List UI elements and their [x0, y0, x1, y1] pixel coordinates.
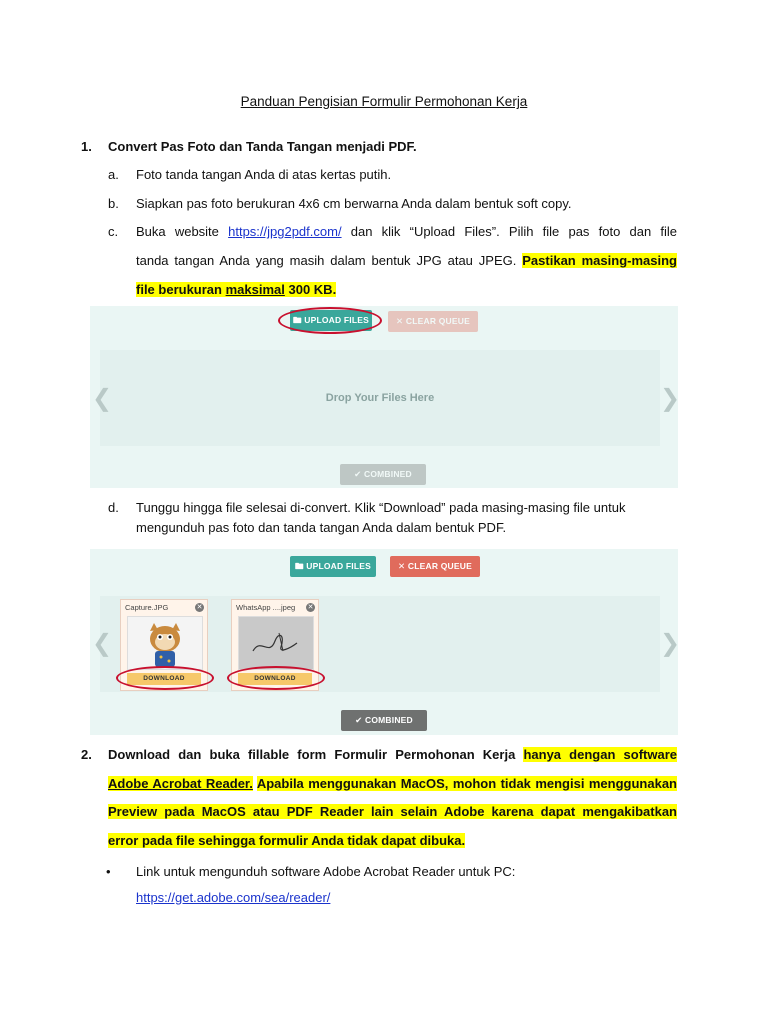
- combined-button[interactable]: [340, 464, 426, 485]
- item-c-label: c.: [108, 224, 119, 239]
- item-c-text-before-link: Buka website: [136, 224, 219, 239]
- upload-files-label: UPLOAD FILES: [304, 315, 369, 325]
- clear-queue-button[interactable]: [388, 311, 478, 332]
- item-c-line-3-part2: 300 KB.: [288, 282, 337, 297]
- file-name: Capture.JPG: [125, 603, 169, 612]
- combined-label: COMBINED: [365, 715, 413, 725]
- jpg2pdf-link[interactable]: https://jpg2pdf.com/: [228, 224, 342, 239]
- section-1-number: 1.: [81, 139, 92, 154]
- clear-queue-label: CLEAR QUEUE: [405, 316, 470, 326]
- section-2-line-4: [108, 833, 465, 848]
- file-name: WhatsApp ....jpeg: [236, 603, 296, 612]
- combined-button[interactable]: [341, 710, 427, 731]
- annotation-oval: [116, 666, 214, 690]
- section-2-line-2-rest: Apabila menggunakan MacOS, mohon tidak mengisi menggunakan: [256, 776, 677, 791]
- folder-icon: 🖿: [294, 561, 307, 571]
- section-2-line-1-plain: Download dan buka fillable form Formulir Permohonan Kerja: [108, 747, 516, 762]
- item-d-label: d.: [108, 500, 119, 515]
- section-2-line-1: [108, 747, 677, 762]
- chevron-right-icon[interactable]: ❯: [660, 630, 681, 657]
- chevron-left-icon[interactable]: ❮: [92, 385, 113, 412]
- chevron-right-icon[interactable]: ❯: [660, 385, 681, 412]
- close-icon: ✕: [396, 316, 406, 326]
- item-c-line-3-maksimal: maksimal: [225, 282, 285, 297]
- item-a-label: a.: [108, 167, 119, 182]
- document-title: Panduan Pengisian Formulir Permohonan Kerja: [240, 94, 528, 109]
- upload-screenshot-2: [90, 549, 681, 735]
- bullet-text: Link untuk mengunduh software Adobe Acrobat Reader untuk PC:: [136, 864, 516, 879]
- download-button[interactable]: DOWNLOAD: [127, 673, 201, 685]
- item-b-label: b.: [108, 196, 119, 211]
- item-c-line-3-part1: file berukuran: [136, 282, 222, 297]
- clear-queue-button[interactable]: [390, 556, 480, 577]
- remove-file-icon[interactable]: ✕: [196, 604, 203, 611]
- item-d-line-1: Tunggu hingga file selesai di-convert. Klik “Download” pada masing-masing file untuk: [136, 500, 626, 515]
- item-c-line-2-highlight: Pastikan masing-masing: [522, 253, 677, 268]
- item-c-line-3: [136, 282, 336, 297]
- annotation-oval: [278, 307, 382, 334]
- upload-files-button[interactable]: [290, 556, 376, 577]
- item-c-line-2-plain: tanda tangan Anda yang masih dalam bentuk JPG atau JPEG.: [136, 253, 517, 268]
- combined-label: COMBINED: [364, 469, 412, 479]
- item-d-line-2: mengunduh pas foto dan tanda tangan Anda dalam bentuk PDF.: [136, 520, 507, 535]
- upload-screenshot-1: [90, 306, 681, 488]
- section-2-line-2: [108, 776, 677, 791]
- folder-icon: 🖿: [292, 315, 305, 325]
- clear-queue-label: CLEAR QUEUE: [407, 561, 472, 571]
- section-2-line-1-highlight: hanya dengan software: [523, 747, 677, 762]
- check-icon: ✔: [355, 715, 365, 725]
- close-icon: ✕: [398, 561, 408, 571]
- check-icon: ✔: [354, 469, 364, 479]
- annotation-oval: [227, 666, 325, 690]
- section-2-line-3: Preview pada MacOS atau PDF Reader lain selain Adobe karena dapat mengakibatkan: [108, 804, 677, 819]
- drop-zone-text: Drop Your Files Here: [325, 392, 435, 404]
- bullet-link-line: [136, 890, 330, 905]
- drop-zone[interactable]: [100, 350, 660, 446]
- mascot-thumbnail: [127, 616, 203, 670]
- chevron-left-icon[interactable]: ❮: [92, 630, 113, 657]
- item-c-text-after-link: dan klik “Upload Files”. Pilih file pas foto dan file: [350, 224, 677, 239]
- item-c-line-2: [136, 253, 677, 268]
- item-c-line-1: [136, 224, 677, 239]
- adobe-acrobat-reader-text: Adobe Acrobat Reader.: [108, 776, 253, 791]
- section-2-number: 2.: [81, 747, 92, 762]
- remove-file-icon[interactable]: ✕: [307, 604, 314, 611]
- signature-thumbnail: [238, 616, 314, 670]
- section-1-heading: Convert Pas Foto dan Tanda Tangan menjadi PDF.: [108, 139, 417, 154]
- adobe-reader-link[interactable]: https://get.adobe.com/sea/reader/: [136, 890, 331, 905]
- item-b-text: Siapkan pas foto berukuran 4x6 cm berwarna Anda dalam bentuk soft copy.: [136, 196, 572, 211]
- item-a-text: Foto tanda tangan Anda di atas kertas putih.: [136, 167, 392, 182]
- upload-files-label: UPLOAD FILES: [306, 561, 371, 571]
- bullet-icon: •: [106, 864, 111, 879]
- download-button[interactable]: DOWNLOAD: [238, 673, 312, 685]
- section-2-line-4-text: error pada file sehingga formulir Anda tidak dapat dibuka.: [108, 833, 466, 848]
